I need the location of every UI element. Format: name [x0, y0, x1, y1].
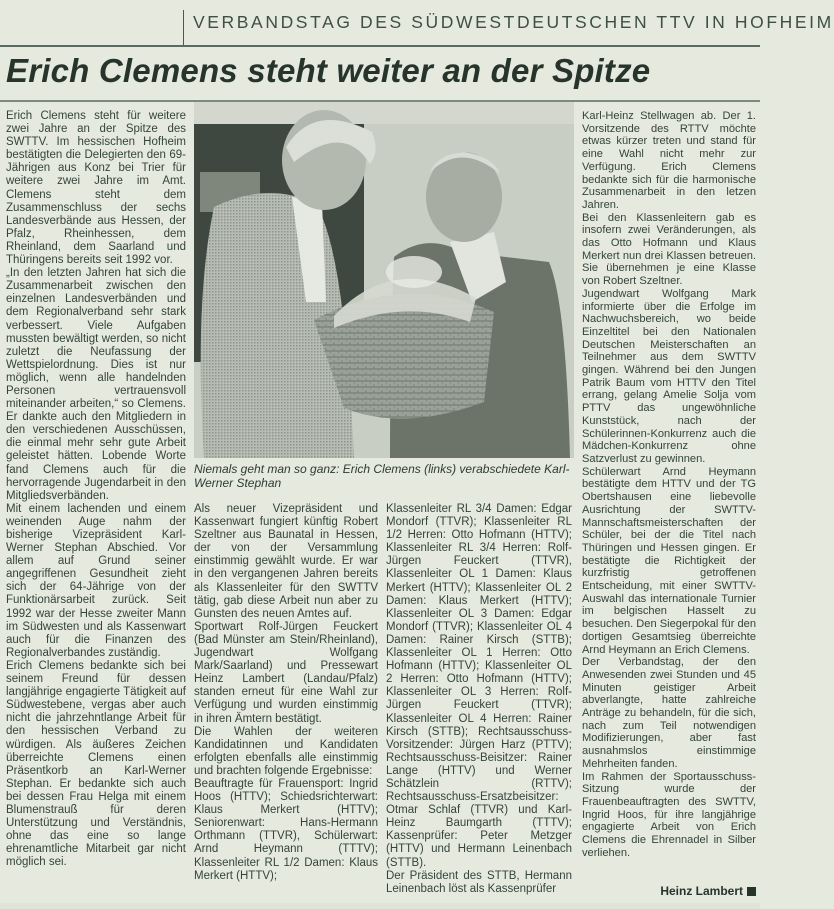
- paragraph: Beauftragte für Frauensport: Ingrid Hoos (HTTV); Schiedsrichterwart: Klaus Merkert (HTTV); Seniorenwart: Hans-Hermann Orthmann (TTVR), Schülerwart: Arnd Heymann (TTTV); Klassenleiter RL 1/2 Damen: Klaus Merkert (HTTV);: [194, 777, 378, 882]
- end-mark-icon: [747, 887, 756, 896]
- paragraph: Erich Clemens bedankte sich bei seinem Freund für dessen langjährige engagierte Tätigkeit auf Südwestebene, vergas aber auch nicht die jahrzehntlange Arbeit für den hessischen Verband zu würdigen. Als äußeres Zeichen überreichte Clemens einen Präsentkorb an Karl-Werner Stephan. Er bedankte sich auch bei dessen Frau Helga mit einem Blumenstrauß für deren Unterstützung und Verständnis, ohne das eine so lange ehrenamtliche Mitarbeit gar nicht möglich sei.: [6, 659, 186, 869]
- paragraph: Sportwart Rolf-Jürgen Feuckert (Bad Münster am Stein/Rheinland), Jugendwart Wolfgang Mark/Saarland) und Pressewart Heinz Lambert (Landau/Pfalz) standen erneut für eine Wahl zur Verfügung und wurden einstimmig in ihren Ämtern bestätigt.: [194, 620, 378, 725]
- article-photo: [194, 102, 574, 458]
- photo-caption: Niemals geht man so ganz: Erich Clemens (links) verabschiedete Karl-Werner Stephan: [194, 462, 570, 490]
- paragraph: Der Präsident des STTB, Hermann Leinenbach löst als Kassenprüfer: [386, 869, 572, 895]
- paragraph: Karl-Heinz Stellwagen ab. Der 1. Vorsitzende des RTTV möchte etwas kürzer treten und stand für eine Wahl nicht mehr zur Verfügung. Erich Clemens bedankte sich für die harmonische Zusammenarbeit in den letzen Jahren.: [582, 110, 756, 211]
- photo-illustration: [194, 102, 574, 458]
- top-rule: [0, 45, 760, 47]
- author-name: Heinz Lambert: [660, 884, 743, 898]
- paragraph: „In den letzten Jahren hat sich die Zusammenarbeit zwischen den einzelnen Landesverbänden und dem Regionalverband sehr stark verbessert. Viele Aufgaben mussten bewältigt werden, so nicht zuletzt die Neufassung der Wettspielordnung. Dies ist nur möglich, wenn alle handelnden Personen vertrauensvoll miteinander arbeiten,“ so Clemens. Er dankte auch den Mitgliedern in den verschiedenen Ausschüssen, die einmal mehr sehr gute Arbeit geleistet hätten. Lobende Worte fand Clemens auch für die hervorragende Jugendarbeit in den Mitgliedsverbänden.: [6, 267, 186, 502]
- paragraph: Mit einem lachenden und einem weinenden Auge nahm der bisherige Vizepräsident Karl-Werner Stephan Abschied. Vor allem auf Grund seiner angegriffenen Gesundheit zieht sich der 64-Jährige von der Funktionärsarbeit zurück. Seit 1992 war der Hesse zweiter Mann im Südwesten und als Kassenwart auch für die Finanzen des Regionalverbandes zuständig.: [6, 502, 186, 659]
- paragraph: Klassenleiter RL 3/4 Damen: Edgar Mondorf (TTVR); Klassenleiter RL 1/2 Herren: Otto Hofmann (HTTV); Klassenleiter RL 3/4 Herren: Rolf-Jürgen Feuckert (TTVR), Klassenleiter OL 1 Damen: Klaus Merkert (HTTV); Klassenleiter OL 2 Damen: Klaus Merkert (HTTV); Klassenleiter OL 3 Damen: Edgar Mondorf (TTVR); Klassenleiter OL 4 Damen: Rainer Kirsch (STTB); Klassenleiter OL 1 Herren: Otto Hofmann (HTTV); Klassenleiter OL 2 Herren: Otto Hofmann (HTTV); Klassenleiter OL 3 Herren: Rolf-Jürgen Feuckert (TTVR); Klassenleiter OL 4 Herren: Rainer Kirsch (STTB); Rechtsausschuss-Vorsitzender: Jürgen Harz (PTTV); Rechtsausschuss-Beisitzer: Rainer Lange (HTTV) und Werner Schätzlein (RTTV); Rechtsausschuss-Ersatzbeisitzer: Otmar Schlaf (TTVR) und Karl-Heinz Baumgarth (TTTV); Kassenprüfer: Peter Metzger (HTTV) und Hermann Leinenbach (STTB).: [386, 503, 572, 869]
- paragraph: Im Rahmen der Sportausschuss-Sitzung wurde der Frauenbeauftragten des SWTTV, Ingrid Hoos, für ihre langjährige engagierte Arbeit von Erich Clemens die Ehrennadel in Silber verliehen.: [582, 770, 756, 859]
- article-column-1: [6, 110, 186, 869]
- article-column-4: [582, 110, 756, 859]
- article-column-3: [386, 503, 572, 896]
- paragraph: Die Wahlen der weiteren Kandidatinnen und Kandidaten erfolgten ebenfalls alle einstimmig und brachten folgende Ergebnisse:: [194, 725, 378, 777]
- paragraph: Als neuer Vizepräsident und Kassenwart fungiert künftig Robert Szeltner aus Baunatal in Hessen, der von der Versammlung einstimmig gewählt wurde. Er war in den vergangenen Jahren bereits als Klassenleiter für den SWTTV tätig, gab diese Arbeit nun aber zu Gunsten des neuen Amtes auf.: [194, 503, 378, 620]
- article-column-2: [194, 503, 378, 883]
- article-headline: Erich Clemens steht weiter an der Spitze: [6, 52, 651, 89]
- paragraph: Bei den Klassenleitern gab es insofern zwei Veränderungen, als das Otto Hofmann und Klaus Merkert nun drei Klassen betreuen. Sie übernehmen je eine Klasse von Robert Szeltner.: [582, 211, 756, 288]
- paragraph: Erich Clemens steht für weitere zwei Jahre an der Spitze des SWTTV. Im hessischen Hofheim bestätigten die Delegierten den 69-Jährigen aus Konz bei Trier für weitere zwei Jahre im Amt. Clemens steht dem Zusammenschluss der sechs Landesverbände aus Hessen, der Pfalz, Rheinhessen, dem Rheinland, dem Saarland und Thüringens bereits seit 1992 vor.: [6, 110, 186, 267]
- paragraph: Der Verbandstag, der den Anwesenden zwei Stunden und 45 Minuten geistiger Arbeit abverlangte, hatte zahlreiche Anträge zu behandeln, für die sich, nach zum Teil notwendigen Modifizierungen, aber fast ausnahmslos einstimmige Mehrheiten fanden.: [582, 656, 756, 770]
- section-kicker: VERBANDSTAG DES SÜDWESTDEUTSCHEN TTV IN HOFHEIM: [193, 12, 834, 32]
- paragraph: Schülerwart Arnd Heymann bestätigte dem HTTV und der TG Obertshausen eine liebevolle Ausrichtung der SWTTV-Mannschaftsmeisterschaften der Schüler, bei der die Titel nach Thüringen und Hessen gingen. Er bestätigte die Richtigkeit der kurzfristig getroffenen Entscheidung, mit einer SWTTV-Auswahl das internationale Turnier im belgischen Hasselt zu besuchen. Den Siegerpokal für den dortigen Gesamtsieg überreichte Arnd Heymann an Erich Clemens.: [582, 465, 756, 656]
- paragraph: Jugendwart Wolfgang Mark informierte über die Erfolge im Nachwuchsbereich, wo beide Einzeltitel bei den Nationalen Deutschen Meisterschaften an Teilnehmer aus dem SWTTV gingen. Während bei den Jungen Patrik Baum vom HTTV den Titel errang, gelang Amelie Solja vom PTTV das ungewöhnliche Kunststück, nach der Schülerinnen-Konkurrenz auch die Mädchen-Konkurrenz ohne Satzverlust zu gewinnen.: [582, 287, 756, 465]
- kicker-divider: [183, 10, 184, 46]
- author-byline: [660, 884, 756, 898]
- page-bottom-edge: [0, 903, 760, 909]
